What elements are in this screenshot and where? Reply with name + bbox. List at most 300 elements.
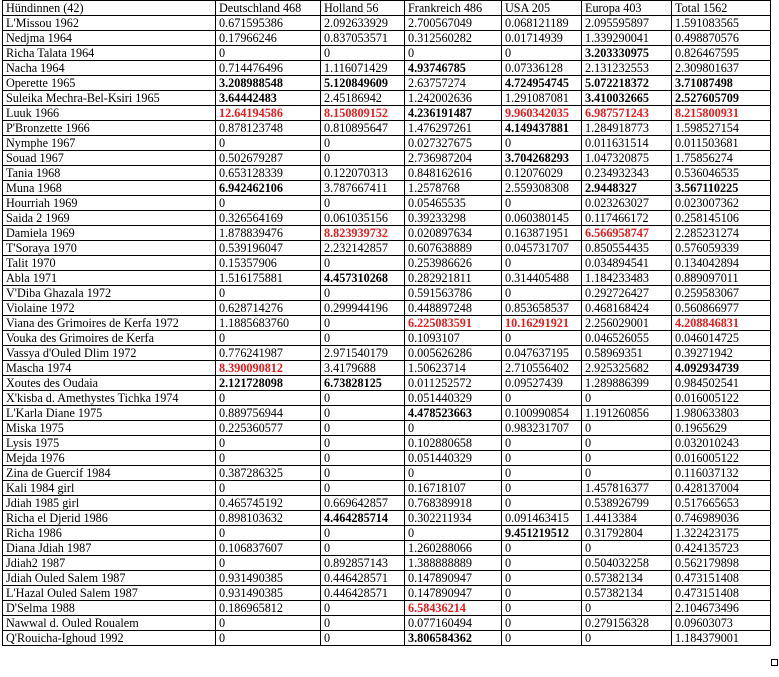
row-dog-name: X'kisba d. Amethystes Tichka 1974: [3, 391, 216, 406]
table-row: [3, 466, 771, 481]
table-row: [3, 91, 771, 106]
table-row: [3, 541, 771, 556]
cell-deutschland: 8.390090812: [216, 361, 321, 376]
row-dog-name: Talit 1970: [3, 256, 216, 271]
cell-frankreich: 0.282921811: [405, 271, 502, 286]
cell-europa: 0.57382134: [582, 586, 672, 601]
cell-usa: 1.291087081: [502, 91, 582, 106]
table-row: [3, 301, 771, 316]
cell-total: 0.889097011: [672, 271, 771, 286]
cell-total: 0.134042894: [672, 256, 771, 271]
cell-europa: 0.538926799: [582, 496, 672, 511]
cell-europa: 0.292726427: [582, 286, 672, 301]
cell-total: 0.576059339: [672, 241, 771, 256]
table-row: [3, 361, 771, 376]
cell-total: 0.39271942: [672, 346, 771, 361]
cell-total: 0.746989036: [672, 511, 771, 526]
cell-total: 1.598527154: [672, 121, 771, 136]
cell-usa: 4.724954745: [502, 76, 582, 91]
header-row: [3, 1, 771, 16]
cell-europa: 0.468168424: [582, 301, 672, 316]
row-dog-name: Nacha 1964: [3, 61, 216, 76]
row-dog-name: Q'Rouicha-Ighoud 1992: [3, 631, 216, 646]
table-row: [3, 121, 771, 136]
cell-frankreich: 0.448897248: [405, 301, 502, 316]
cell-usa: 0.060380145: [502, 211, 582, 226]
row-dog-name: L'Missou 1962: [3, 16, 216, 31]
row-dog-name: Violaine 1972: [3, 301, 216, 316]
cell-total: 0.032010243: [672, 436, 771, 451]
cell-deutschland: 0: [216, 526, 321, 541]
cell-usa: 0: [502, 466, 582, 481]
cell-frankreich: 1.242002636: [405, 91, 502, 106]
cell-deutschland: 3.208988548: [216, 76, 321, 91]
cell-deutschland: 0.671595386: [216, 16, 321, 31]
cell-europa: 6.566958747: [582, 226, 672, 241]
cell-usa: 0.09527439: [502, 376, 582, 391]
cell-holland: 0: [321, 466, 405, 481]
cell-deutschland: 0.714476496: [216, 61, 321, 76]
cell-deutschland: 0.465745192: [216, 496, 321, 511]
cell-holland: 0.446428571: [321, 586, 405, 601]
row-dog-name: Vouka des Grimoires de Kerfa: [3, 331, 216, 346]
cell-holland: 0: [321, 481, 405, 496]
cell-deutschland: 0.628714276: [216, 301, 321, 316]
table-row: [3, 496, 771, 511]
row-dog-name: Xoutes des Oudaia: [3, 376, 216, 391]
cell-europa: 1.457816377: [582, 481, 672, 496]
cell-deutschland: 0: [216, 391, 321, 406]
cell-frankreich: 1.2578768: [405, 181, 502, 196]
cell-deutschland: 0.931490385: [216, 586, 321, 601]
cell-usa: 0: [502, 586, 582, 601]
cell-frankreich: 0.051440329: [405, 391, 502, 406]
cell-holland: 8.823939732: [321, 226, 405, 241]
cell-usa: 2.710556402: [502, 361, 582, 376]
cell-frankreich: 0: [405, 46, 502, 61]
cell-europa: 1.4413384: [582, 511, 672, 526]
cell-usa: 0: [502, 601, 582, 616]
header-europa: Europa 403: [582, 1, 672, 16]
table-row: [3, 571, 771, 586]
cell-europa: 1.284918773: [582, 121, 672, 136]
row-dog-name: T'Soraya 1970: [3, 241, 216, 256]
table-row: [3, 526, 771, 541]
cell-europa: 0.117466172: [582, 211, 672, 226]
cell-total: 0.424135723: [672, 541, 771, 556]
table-row: [3, 76, 771, 91]
cell-deutschland: 0.225360577: [216, 421, 321, 436]
cell-europa: 0.034894541: [582, 256, 672, 271]
table-row: [3, 346, 771, 361]
cell-holland: 0.061035156: [321, 211, 405, 226]
cell-europa: 0.011631514: [582, 136, 672, 151]
cell-europa: 6.987571243: [582, 106, 672, 121]
cell-europa: 0.58969351: [582, 346, 672, 361]
cell-frankreich: 0.607638889: [405, 241, 502, 256]
cell-total: 0.428137004: [672, 481, 771, 496]
cell-total: 0.517665653: [672, 496, 771, 511]
cell-europa: 0.046526055: [582, 331, 672, 346]
cell-usa: 0: [502, 196, 582, 211]
cell-frankreich: 0.102880658: [405, 436, 502, 451]
cell-europa: 2.256029001: [582, 316, 672, 331]
cell-total: 0.023007362: [672, 196, 771, 211]
cell-frankreich: 0.591563786: [405, 286, 502, 301]
table-row: [3, 631, 771, 646]
cell-total: 0.984502541: [672, 376, 771, 391]
cell-europa: 0: [582, 436, 672, 451]
cell-total: 1.980633803: [672, 406, 771, 421]
cell-europa: 5.072218372: [582, 76, 672, 91]
cell-total: 2.104673496: [672, 601, 771, 616]
table-row: [3, 31, 771, 46]
cell-frankreich: 2.736987204: [405, 151, 502, 166]
cell-total: 0.562179898: [672, 556, 771, 571]
cell-frankreich: 3.806584362: [405, 631, 502, 646]
row-dog-name: Diana Jdiah 1987: [3, 541, 216, 556]
cell-holland: 0: [321, 526, 405, 541]
cell-deutschland: 0.502679287: [216, 151, 321, 166]
cell-deutschland: 0.326564169: [216, 211, 321, 226]
table-row: [3, 286, 771, 301]
cell-frankreich: 0.147890947: [405, 586, 502, 601]
table-row: [3, 391, 771, 406]
cell-frankreich: 0: [405, 526, 502, 541]
cell-frankreich: 4.478523663: [405, 406, 502, 421]
data-table: [2, 0, 771, 646]
cell-europa: 3.203330975: [582, 46, 672, 61]
cell-europa: 1.339290041: [582, 31, 672, 46]
cell-frankreich: 0.020897634: [405, 226, 502, 241]
cell-deutschland: 3.64442483: [216, 91, 321, 106]
cell-deutschland: 12.64194586: [216, 106, 321, 121]
row-dog-name: Richa 1986: [3, 526, 216, 541]
cell-usa: 0: [502, 331, 582, 346]
cell-total: 0.560866977: [672, 301, 771, 316]
cell-frankreich: 2.700567049: [405, 16, 502, 31]
cell-frankreich: 0: [405, 466, 502, 481]
cell-usa: 10.16291921: [502, 316, 582, 331]
cell-usa: 0: [502, 541, 582, 556]
cell-holland: 0.122070313: [321, 166, 405, 181]
cell-holland: 0: [321, 541, 405, 556]
table-row: [3, 406, 771, 421]
cell-europa: 0: [582, 601, 672, 616]
cell-usa: 9.960342035: [502, 106, 582, 121]
cell-holland: 1.116071429: [321, 61, 405, 76]
row-dog-name: Luuk 1966: [3, 106, 216, 121]
cell-holland: 2.971540179: [321, 346, 405, 361]
cell-holland: 0.810895647: [321, 121, 405, 136]
cell-frankreich: 2.63757274: [405, 76, 502, 91]
cell-holland: 2.45186942: [321, 91, 405, 106]
cell-holland: 0: [321, 601, 405, 616]
table-row: [3, 136, 771, 151]
cell-usa: 0.091463415: [502, 511, 582, 526]
table-row: [3, 226, 771, 241]
cell-europa: 0: [582, 451, 672, 466]
cell-usa: 0: [502, 616, 582, 631]
table-row: [3, 211, 771, 226]
row-dog-name: Mascha 1974: [3, 361, 216, 376]
row-dog-name: Richa Talata 1964: [3, 46, 216, 61]
cell-deutschland: 0.889756944: [216, 406, 321, 421]
row-dog-name: Operette 1965: [3, 76, 216, 91]
row-dog-name: Jdiah2 1987: [3, 556, 216, 571]
row-dog-name: Kali 1984 girl: [3, 481, 216, 496]
cell-holland: 0.669642857: [321, 496, 405, 511]
table-row: [3, 616, 771, 631]
cell-usa: 0: [502, 481, 582, 496]
cell-holland: 0: [321, 151, 405, 166]
cell-usa: 0: [502, 496, 582, 511]
cell-deutschland: 0.898103632: [216, 511, 321, 526]
header-dogs: Hündinnen (42): [3, 1, 216, 16]
row-dog-name: Nymphe 1967: [3, 136, 216, 151]
row-dog-name: Zina de Guercif 1984: [3, 466, 216, 481]
cell-frankreich: 6.58436214: [405, 601, 502, 616]
row-dog-name: Mejda 1976: [3, 451, 216, 466]
cell-europa: 2.925325682: [582, 361, 672, 376]
header-frankreich: Frankreich 486: [405, 1, 502, 16]
cell-deutschland: 0: [216, 481, 321, 496]
row-dog-name: Lysis 1975: [3, 436, 216, 451]
cell-frankreich: 6.225083591: [405, 316, 502, 331]
cell-usa: 0: [502, 451, 582, 466]
table-row: [3, 106, 771, 121]
cell-holland: 8.150809152: [321, 106, 405, 121]
cell-holland: 0: [321, 451, 405, 466]
table-row: [3, 241, 771, 256]
cell-total: 0.016005122: [672, 451, 771, 466]
cell-total: 0.1965629: [672, 421, 771, 436]
table-resize-handle[interactable]: [771, 659, 778, 666]
cell-holland: 0: [321, 256, 405, 271]
cell-frankreich: 1.388888889: [405, 556, 502, 571]
cell-total: 0.536046535: [672, 166, 771, 181]
cell-usa: 0.12076029: [502, 166, 582, 181]
cell-frankreich: 4.93746785: [405, 61, 502, 76]
cell-total: 8.215800931: [672, 106, 771, 121]
cell-usa: 0.853658537: [502, 301, 582, 316]
cell-frankreich: 0.848162616: [405, 166, 502, 181]
table-row: [3, 601, 771, 616]
cell-europa: 1.047320875: [582, 151, 672, 166]
cell-europa: 0.279156328: [582, 616, 672, 631]
cell-deutschland: 0: [216, 286, 321, 301]
cell-frankreich: 0.05465535: [405, 196, 502, 211]
row-dog-name: Suleika Mechra-Bel-Ksiri 1965: [3, 91, 216, 106]
table-row: [3, 451, 771, 466]
cell-holland: 0: [321, 286, 405, 301]
cell-frankreich: 0.147890947: [405, 571, 502, 586]
row-dog-name: Vassya d'Ouled Dlim 1972: [3, 346, 216, 361]
row-dog-name: Nawwal d. Ouled Roualem: [3, 616, 216, 631]
cell-holland: 4.457310268: [321, 271, 405, 286]
cell-total: 0.016005122: [672, 391, 771, 406]
cell-usa: 0.314405488: [502, 271, 582, 286]
cell-total: 0.046014725: [672, 331, 771, 346]
table-row: [3, 256, 771, 271]
cell-holland: 0.892857143: [321, 556, 405, 571]
cell-total: 2.285231274: [672, 226, 771, 241]
cell-holland: 2.092633929: [321, 16, 405, 31]
table-row: [3, 196, 771, 211]
cell-deutschland: 0: [216, 136, 321, 151]
table-row: [3, 436, 771, 451]
cell-holland: 5.120849609: [321, 76, 405, 91]
cell-deutschland: 0.653128339: [216, 166, 321, 181]
cell-europa: 0: [582, 391, 672, 406]
cell-frankreich: 1.50623714: [405, 361, 502, 376]
cell-holland: 0: [321, 616, 405, 631]
cell-usa: 0: [502, 256, 582, 271]
table-row: [3, 151, 771, 166]
cell-usa: 0: [502, 571, 582, 586]
cell-total: 0.011503681: [672, 136, 771, 151]
cell-total: 0.498870576: [672, 31, 771, 46]
table-row: [3, 181, 771, 196]
cell-deutschland: 0.878123748: [216, 121, 321, 136]
row-dog-name: L'Hazal Ouled Salem 1987: [3, 586, 216, 601]
cell-europa: 2.131232553: [582, 61, 672, 76]
cell-deutschland: 0.186965812: [216, 601, 321, 616]
cell-total: 4.092934739: [672, 361, 771, 376]
cell-usa: 0.163871951: [502, 226, 582, 241]
cell-europa: 1.289886399: [582, 376, 672, 391]
cell-deutschland: 0: [216, 331, 321, 346]
cell-europa: 0: [582, 541, 672, 556]
cell-frankreich: 0.16718107: [405, 481, 502, 496]
row-dog-name: Viana des Grimoires de Kerfa 1972: [3, 316, 216, 331]
cell-frankreich: 0.253986626: [405, 256, 502, 271]
cell-europa: 0: [582, 466, 672, 481]
cell-deutschland: 0.106837607: [216, 541, 321, 556]
cell-usa: 2.559308308: [502, 181, 582, 196]
table-row: [3, 331, 771, 346]
cell-usa: 0: [502, 556, 582, 571]
row-dog-name: Souad 1967: [3, 151, 216, 166]
table-row: [3, 481, 771, 496]
row-dog-name: Saida 2 1969: [3, 211, 216, 226]
cell-deutschland: 0.776241987: [216, 346, 321, 361]
cell-total: 3.71087498: [672, 76, 771, 91]
cell-frankreich: 1.260288066: [405, 541, 502, 556]
row-dog-name: D'Selma 1988: [3, 601, 216, 616]
cell-total: 1.75856274: [672, 151, 771, 166]
header-holland: Holland 56: [321, 1, 405, 16]
cell-frankreich: 0: [405, 421, 502, 436]
cell-total: 0.473151408: [672, 571, 771, 586]
cell-holland: 2.232142857: [321, 241, 405, 256]
cell-total: 1.322423175: [672, 526, 771, 541]
cell-usa: 0.07336128: [502, 61, 582, 76]
header-total: Total 1562: [672, 1, 771, 16]
cell-deutschland: 0: [216, 616, 321, 631]
cell-europa: 0.023263027: [582, 196, 672, 211]
cell-total: 1.591083565: [672, 16, 771, 31]
cell-europa: 0.234932343: [582, 166, 672, 181]
cell-total: 1.184379001: [672, 631, 771, 646]
cell-europa: 2.9448327: [582, 181, 672, 196]
table-row: [3, 376, 771, 391]
cell-total: 2.527605709: [672, 91, 771, 106]
cell-frankreich: 0.005626286: [405, 346, 502, 361]
row-dog-name: Tania 1968: [3, 166, 216, 181]
cell-deutschland: 0.931490385: [216, 571, 321, 586]
cell-deutschland: 0: [216, 556, 321, 571]
table-row: [3, 586, 771, 601]
cell-deutschland: 0: [216, 46, 321, 61]
cell-deutschland: 6.942462106: [216, 181, 321, 196]
cell-frankreich: 1.476297261: [405, 121, 502, 136]
cell-deutschland: 0.539196047: [216, 241, 321, 256]
cell-holland: 0: [321, 406, 405, 421]
cell-frankreich: 0.39233298: [405, 211, 502, 226]
cell-deutschland: 1.1885683760: [216, 316, 321, 331]
cell-holland: 0: [321, 391, 405, 406]
cell-holland: 0: [321, 316, 405, 331]
cell-frankreich: 0.051440329: [405, 451, 502, 466]
cell-frankreich: 0.077160494: [405, 616, 502, 631]
header-deutschland: Deutschland 468: [216, 1, 321, 16]
cell-deutschland: 2.121728098: [216, 376, 321, 391]
cell-holland: 0: [321, 136, 405, 151]
cell-usa: 4.149437881: [502, 121, 582, 136]
cell-holland: 0.299944196: [321, 301, 405, 316]
table-row: [3, 16, 771, 31]
cell-holland: 0.837053571: [321, 31, 405, 46]
cell-deutschland: 0: [216, 436, 321, 451]
cell-deutschland: 0.17966246: [216, 31, 321, 46]
cell-usa: 0.100990854: [502, 406, 582, 421]
table-body: [3, 1, 771, 646]
cell-frankreich: 0.011252572: [405, 376, 502, 391]
table-row: [3, 271, 771, 286]
cell-usa: 0: [502, 46, 582, 61]
cell-europa: 0.504032258: [582, 556, 672, 571]
cell-holland: 0: [321, 196, 405, 211]
cell-holland: 3.4179688: [321, 361, 405, 376]
cell-deutschland: 0.387286325: [216, 466, 321, 481]
cell-holland: 0: [321, 46, 405, 61]
row-dog-name: Abla 1971: [3, 271, 216, 286]
cell-deutschland: 0: [216, 631, 321, 646]
cell-frankreich: 0.768389918: [405, 496, 502, 511]
cell-usa: 0.047637195: [502, 346, 582, 361]
cell-total: 0.473151408: [672, 586, 771, 601]
row-dog-name: Jdiah Ouled Salem 1987: [3, 571, 216, 586]
cell-europa: 0.31792804: [582, 526, 672, 541]
cell-total: 4.208846831: [672, 316, 771, 331]
cell-europa: 0.850554435: [582, 241, 672, 256]
cell-usa: 0: [502, 436, 582, 451]
cell-holland: 0: [321, 331, 405, 346]
table-row: [3, 61, 771, 76]
cell-usa: 0: [502, 286, 582, 301]
cell-usa: 0.01714939: [502, 31, 582, 46]
cell-usa: 0.045731707: [502, 241, 582, 256]
cell-frankreich: 0.302211934: [405, 511, 502, 526]
cell-total: 0.116037132: [672, 466, 771, 481]
cell-usa: 0: [502, 391, 582, 406]
cell-holland: 4.464285714: [321, 511, 405, 526]
row-dog-name: V'Diba Ghazala 1972: [3, 286, 216, 301]
cell-total: 0.826467595: [672, 46, 771, 61]
cell-frankreich: 4.236191487: [405, 106, 502, 121]
row-dog-name: Damiela 1969: [3, 226, 216, 241]
